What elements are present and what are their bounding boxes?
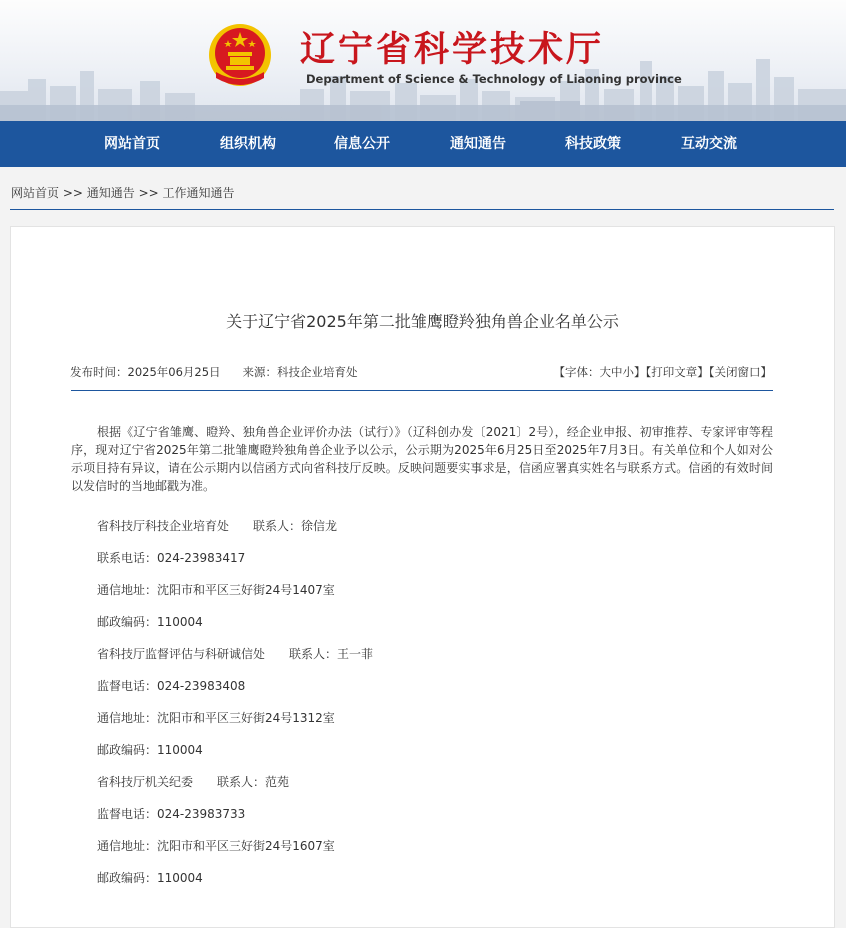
contact-line: 邮政编码：110004 [97, 615, 203, 629]
publish-date: 2025年06月25日 [127, 365, 221, 379]
contact-line: 邮政编码：110004 [97, 743, 203, 757]
font-size-prefix: 【字体： [553, 365, 600, 379]
header-banner [0, 0, 846, 121]
article-body-paragraph: 根据《辽宁省雏鹰、瞪羚、独角兽企业评价办法（试行）》（辽科创办发〔2021〕2号），经企业申报、初审推荐、专家评审等程序，现对辽宁省2025年第二批雏鹰瞪羚独角兽企业予以公示，公示期为2025年6月25日至2025年7月3日。有关单位和个人如对公示项目持有异议，请在公示期内以信函方式向省科技厅反映。反映问题要实事求是，信函应署真实姓名与联系方式。信函的有效时间以发信时的当地邮戳为准。 [71, 425, 773, 493]
contact-line: 联系电话：024-23983417 [97, 551, 246, 565]
site-title: 辽宁省科学技术厅 [300, 30, 605, 70]
breadcrumb [11, 184, 235, 201]
nav-item-notices[interactable]: 通知通告 [450, 136, 506, 152]
contact-line: 监督电话：024-23983733 [97, 807, 246, 821]
article-meta [70, 364, 358, 380]
breadcrumb-notices[interactable]: 通知通告 [86, 186, 135, 200]
contact-line: 省科技厅机关纪委 联系人：范苑 [97, 775, 290, 789]
nav-item-policy[interactable]: 科技政策 [565, 136, 621, 152]
print-article-button[interactable]: 【打印文章】 [645, 365, 709, 379]
main-nav [0, 121, 846, 167]
contact-line: 通信地址：沈阳市和平区三好街24号1407室 [97, 583, 335, 597]
font-medium-button[interactable]: 中 [611, 365, 623, 379]
breadcrumb-work-notices[interactable]: 工作通知通告 [162, 186, 235, 200]
publish-label: 发布时间： [70, 365, 128, 379]
close-window-button[interactable]: 【关闭窗口】 [708, 365, 772, 379]
nav-item-interaction[interactable]: 互动交流 [681, 136, 737, 152]
article-title: 关于辽宁省2025年第二批雏鹰瞪羚独角兽企业名单公示 [226, 312, 619, 331]
meta-divider [71, 390, 773, 391]
nav-item-info-disclosure[interactable]: 信息公开 [334, 136, 390, 152]
breadcrumb-divider [10, 209, 834, 210]
contact-line: 省科技厅监督评估与科研诚信处 联系人：王一菲 [97, 647, 374, 661]
article-tools [554, 364, 773, 380]
font-size-suffix: 】 [634, 365, 646, 379]
font-large-button[interactable]: 大 [599, 365, 611, 379]
national-emblem-icon [208, 22, 272, 88]
source-label: 来源： [242, 365, 278, 379]
breadcrumb-home[interactable]: 网站首页 [11, 186, 60, 200]
contact-line: 通信地址：沈阳市和平区三好街24号1607室 [97, 839, 335, 853]
contact-line: 邮政编码：110004 [97, 871, 203, 885]
breadcrumb-separator: >> [59, 186, 87, 200]
nav-item-organization[interactable]: 组织机构 [220, 136, 276, 152]
contact-line: 监督电话：024-23983408 [97, 679, 246, 693]
article-panel [10, 226, 835, 928]
breadcrumb-separator: >> [134, 186, 163, 200]
nav-item-home[interactable]: 网站首页 [104, 136, 160, 152]
site-subtitle: Department of Science & Technology of Liaoning province [306, 72, 682, 86]
contact-line: 通信地址：沈阳市和平区三好街24号1312室 [97, 711, 335, 725]
source-value: 科技企业培育处 [277, 365, 358, 379]
contact-line: 省科技厅科技企业培育处 联系人：徐信龙 [97, 519, 338, 533]
font-small-button[interactable]: 小 [622, 365, 634, 379]
